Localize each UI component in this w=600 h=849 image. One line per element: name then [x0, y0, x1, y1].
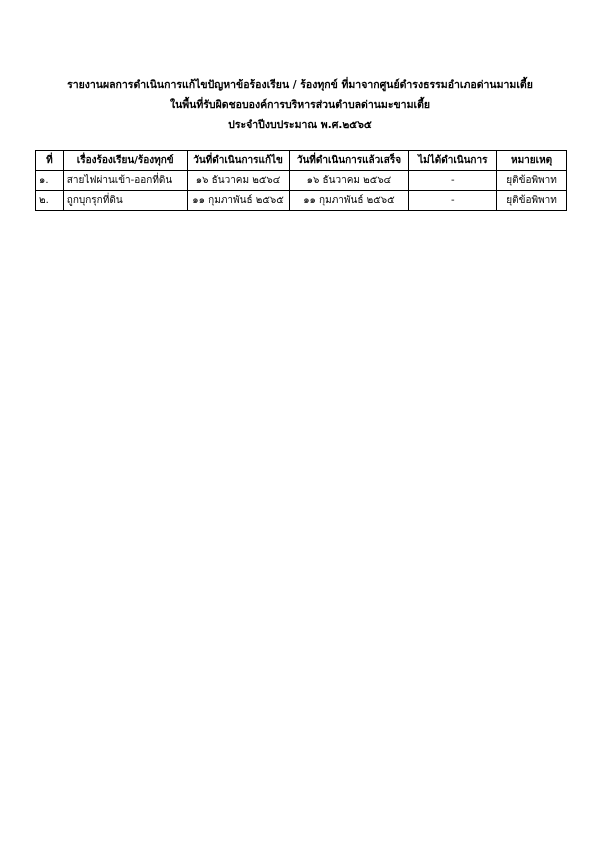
table-row: [36, 191, 567, 211]
cell-no: ๒.: [36, 191, 64, 211]
cell-remark: ยุติข้อพิพาท: [497, 191, 567, 211]
report-title-line-3: ประจำปีงบประมาณ พ.ศ.๒๕๖๕: [228, 119, 372, 131]
header-subject: เรื่องร้องเรียน/ร้องทุกข์: [63, 151, 187, 171]
cell-start-date: ๑๑ กุมภาพันธ์ ๒๕๖๕: [187, 191, 289, 211]
cell-start-date: ๑๖ ธันวาคม ๒๕๖๔: [187, 171, 289, 191]
report-title-line-1: รายงานผลการดำเนินการแก้ไขปัญหาข้อร้องเรียน / ร้องทุกข์ ที่มาจากศูนย์ดำรงธรรมอำเภอด่านมามเตี้ย: [67, 79, 533, 91]
cell-completed-date: ๑๑ กุมภาพันธ์ ๒๕๖๕: [289, 191, 409, 211]
cell-no: ๑.: [36, 171, 64, 191]
cell-completed-date: ๑๖ ธันวาคม ๒๕๖๔: [289, 171, 409, 191]
header-completed-date: วันที่ดำเนินการแล้วเสร็จ: [289, 151, 409, 171]
report-title-block: [0, 75, 600, 135]
header-start-date: วันที่ดำเนินการแก้ไข: [187, 151, 289, 171]
cell-remark: ยุติข้อพิพาท: [497, 171, 567, 191]
header-remark: หมายเหตุ: [497, 151, 567, 171]
header-not-processed: ไม่ได้ดำเนินการ: [409, 151, 497, 171]
cell-subject: ถูกบุกรุกที่ดิน: [63, 191, 187, 211]
table-header-row: [36, 151, 567, 171]
header-no: ที่: [36, 151, 64, 171]
cell-subject: สายไฟผ่านเข้า-ออกที่ดิน: [63, 171, 187, 191]
cell-not-processed: -: [409, 171, 497, 191]
table-row: [36, 171, 567, 191]
cell-not-processed: -: [409, 191, 497, 211]
report-title-line-2: ในพื้นที่รับผิดชอบองค์การบริหารส่วนตำบลด่านมะขามเตี้ย: [169, 99, 431, 111]
complaint-report-table: [35, 150, 567, 211]
